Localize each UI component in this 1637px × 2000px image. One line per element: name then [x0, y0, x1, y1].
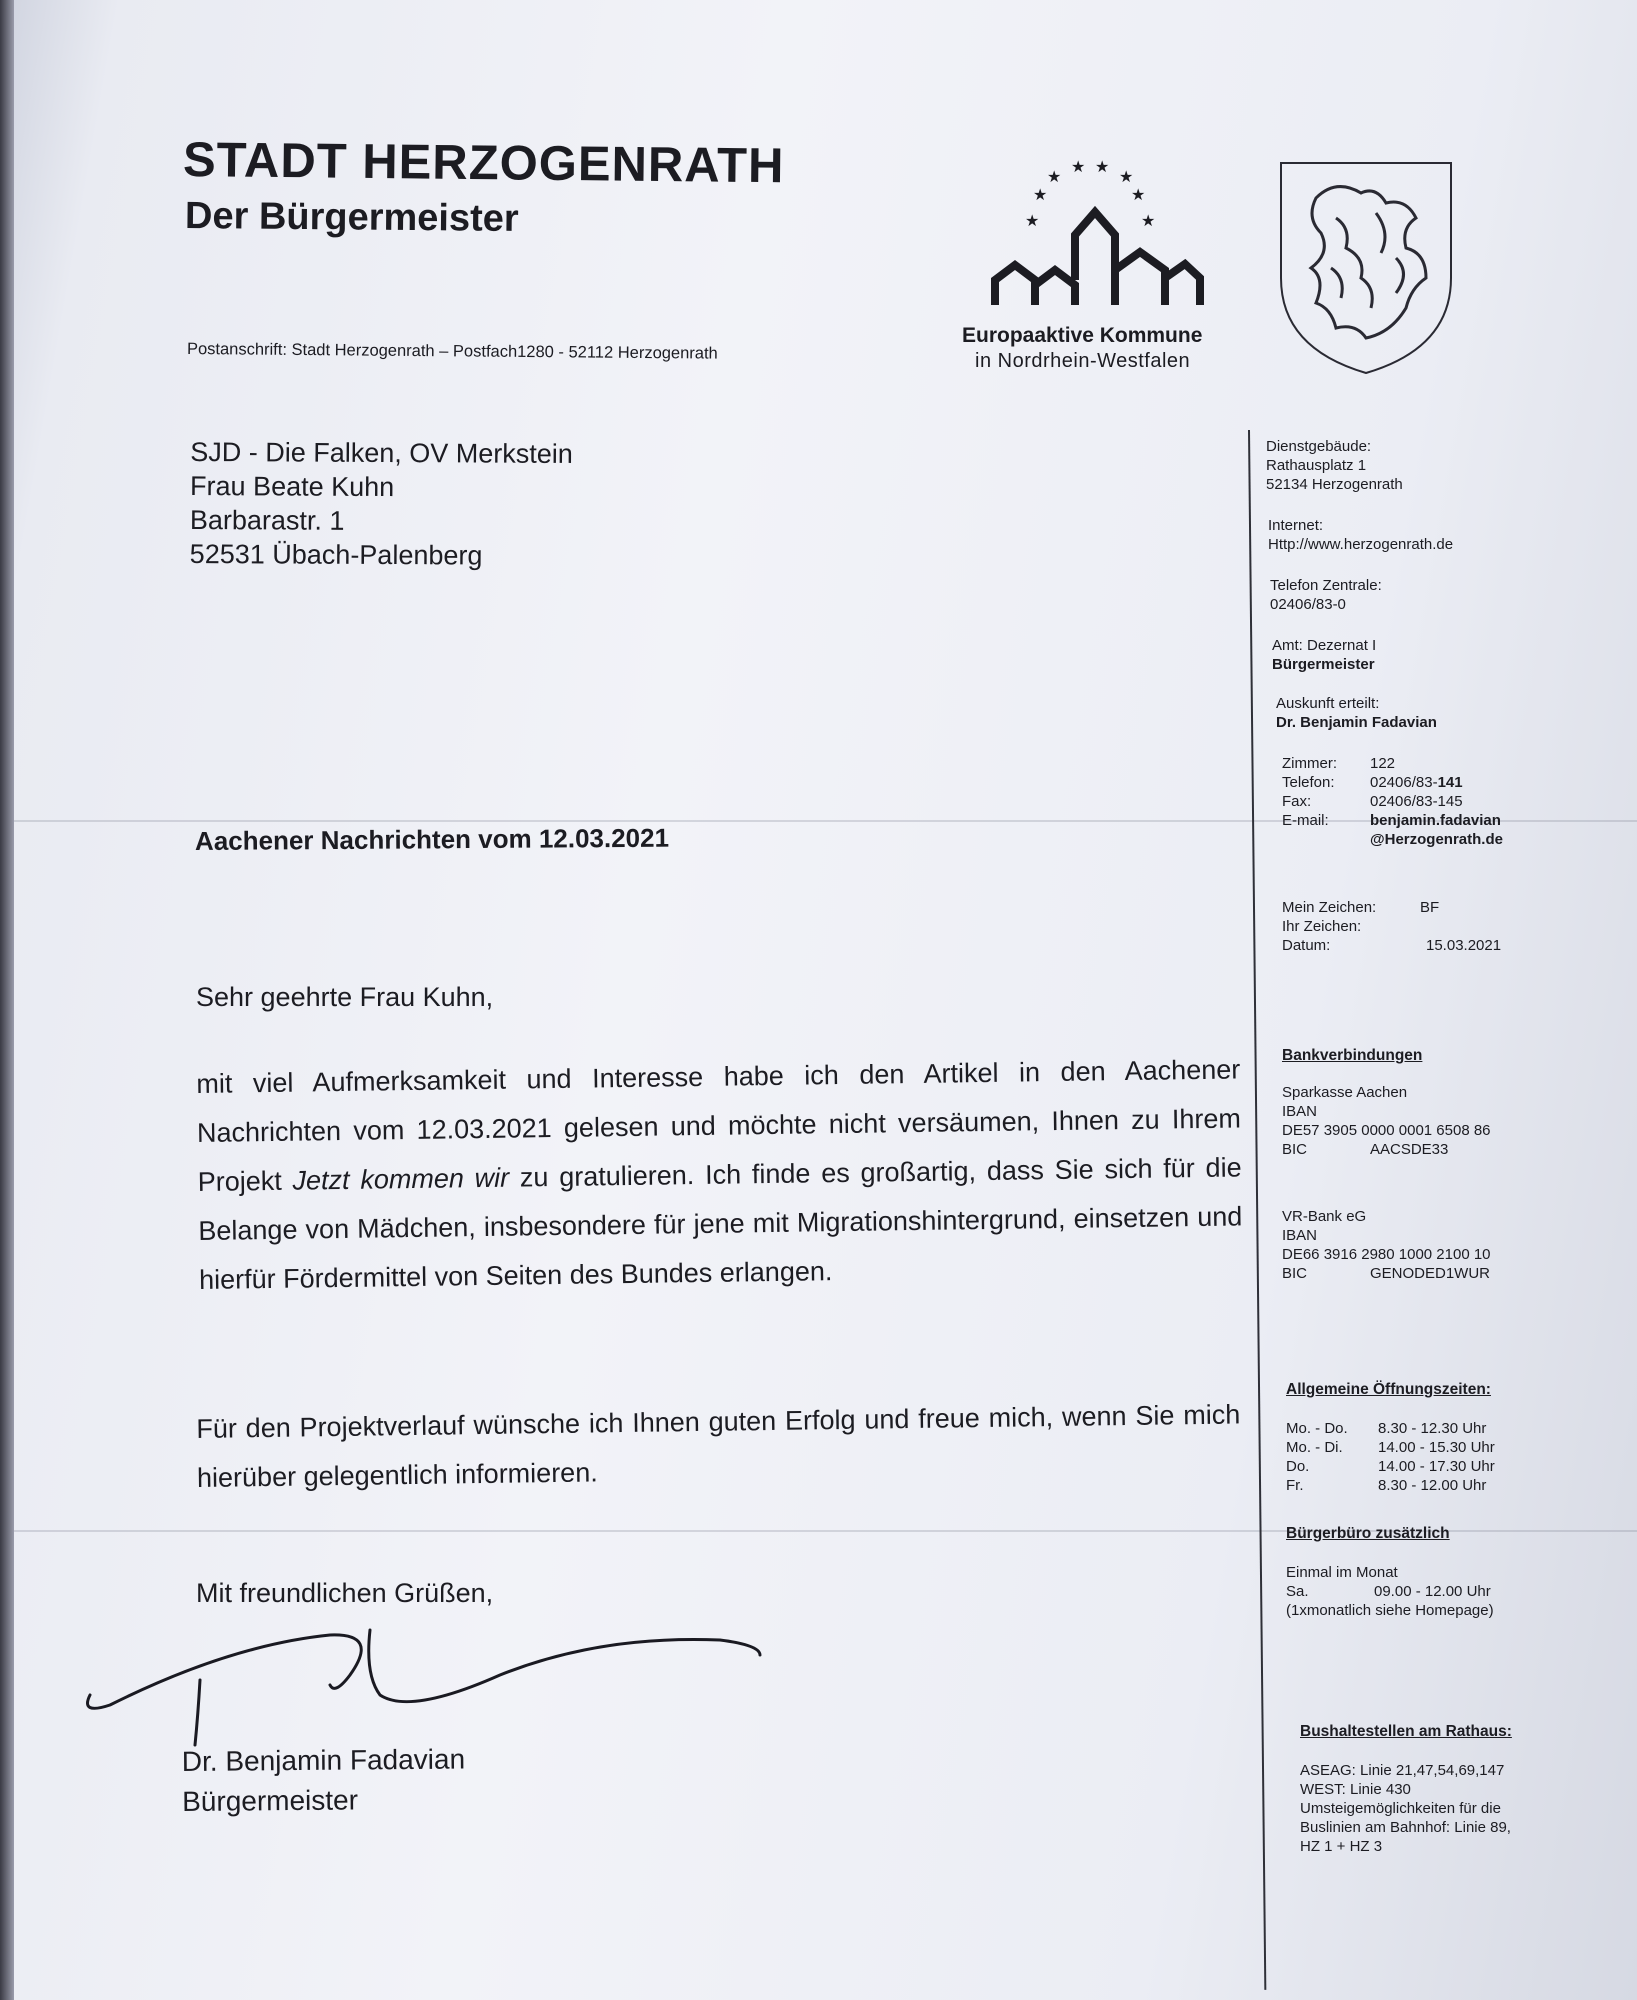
eu-logo-subcaption: in Nordrhein-Westfalen — [975, 350, 1191, 372]
svg-text:★: ★ — [1119, 167, 1134, 186]
project-name: Jetzt kommen wir — [292, 1162, 510, 1196]
recipient-address — [190, 435, 573, 573]
body-paragraph-2: Für den Projektverlauf wünsche ich Ihnen guten Erfolg und freue mich, wenn Sie mich hierüber gelegentlich informieren. — [196, 1399, 1241, 1493]
svg-text:★: ★ — [1025, 211, 1040, 230]
sidebar-value: 141 — [1437, 774, 1463, 791]
recipient-line: Frau Beate Kuhn — [190, 471, 395, 503]
bank-name: Sparkasse Aachen — [1282, 1084, 1408, 1101]
sidebar-heading: Bushaltestellen am Rathaus: — [1300, 1723, 1512, 1740]
sidebar-label: Zimmer: — [1282, 755, 1337, 772]
bus-info: ASEAG: Linie 21,47,54,69,147 — [1300, 1762, 1505, 1779]
sidebar-value: Dr. Benjamin Fadavian — [1276, 714, 1437, 731]
sidebar-label: BIC — [1282, 1265, 1308, 1282]
letterhead-city: STADT HERZOGENRATH — [182, 133, 785, 194]
sidebar-value: BF — [1420, 899, 1440, 916]
svg-text:★: ★ — [1095, 160, 1110, 176]
body-paragraph-1 — [196, 1045, 1243, 1305]
signer-block — [182, 1740, 466, 1822]
hours-time: 14.00 - 17.30 Uhr — [1378, 1458, 1495, 1475]
sidebar-citizen-office — [1286, 1524, 1494, 1620]
page-edge-shadow — [0, 0, 14, 2000]
sidebar-value: Bürgermeister — [1272, 656, 1375, 673]
sidebar-divider — [1248, 430, 1266, 1990]
sidebar-label: BIC — [1282, 1141, 1308, 1158]
sidebar-bus-stops — [1300, 1722, 1512, 1856]
hours-day: Do. — [1286, 1458, 1310, 1475]
sidebar-contact-details — [1282, 754, 1503, 849]
closing: Mit freundlichen Grüßen, — [196, 1578, 494, 1608]
sidebar-contact — [1276, 694, 1437, 732]
sidebar-phone-central — [1270, 576, 1382, 614]
sidebar-office — [1272, 636, 1376, 674]
letterhead-office: Der Bürgermeister — [184, 195, 519, 240]
svg-text:★: ★ — [1047, 167, 1062, 186]
sidebar-value: Rathausplatz 1 — [1266, 457, 1367, 474]
sidebar-value: 02406/83-0 — [1270, 596, 1346, 613]
email-link[interactable]: @Herzogenrath.de — [1370, 831, 1503, 848]
sidebar-label: IBAN — [1282, 1103, 1318, 1120]
sidebar-label: Amt: Dezernat I — [1272, 637, 1377, 654]
hours-time: 8.30 - 12.00 Uhr — [1378, 1477, 1487, 1494]
recipient-line: Barbarastr. 1 — [189, 504, 345, 536]
europaaktive-kommune-logo — [985, 160, 1205, 320]
sidebar-bank — [1282, 1046, 1491, 1283]
svg-text:★: ★ — [1141, 211, 1156, 230]
sidebar-value: 122 — [1370, 755, 1396, 772]
sidebar-label: Mein Zeichen: — [1282, 899, 1377, 916]
sidebar-opening-hours — [1286, 1380, 1495, 1495]
bank-bic: GENODED1WUR — [1370, 1265, 1491, 1282]
recipient-line: 52531 Übach-Palenberg — [189, 538, 483, 571]
bus-info: HZ 1 + HZ 3 — [1300, 1838, 1383, 1855]
bank-iban: DE57 3905 0000 0001 6508 86 — [1282, 1122, 1491, 1139]
sidebar-label: Ihr Zeichen: — [1282, 918, 1362, 935]
sidebar-label: Auskunft erteilt: — [1276, 695, 1380, 712]
email-link[interactable]: benjamin.fadavian — [1370, 812, 1501, 829]
hours-day: Sa. — [1286, 1583, 1309, 1600]
hours-day: Mo. - Di. — [1286, 1439, 1343, 1456]
sidebar-heading: Bürgerbüro zusätzlich — [1286, 1525, 1450, 1542]
sidebar-label: Telefon Zentrale: — [1270, 577, 1382, 594]
sidebar-label: Internet: — [1268, 517, 1324, 534]
sidebar-label: IBAN — [1282, 1227, 1318, 1244]
sidebar-building — [1266, 437, 1403, 494]
sidebar-label: Telefon: — [1282, 774, 1335, 791]
body-text: zu gratulieren. Ich finde es großartig, dass Sie sich für die Belange von Mädchen, insbesondere für jene mit Migrationshintergrund, einsetzen und hierfür Fördermittel von Seiten des Bundes erlangen. — [198, 1152, 1243, 1295]
recipient-line: SJD - Die Falken, OV Merkstein — [190, 437, 573, 470]
sidebar-references — [1282, 898, 1501, 955]
sidebar-heading: Allgemeine Öffnungszeiten: — [1286, 1381, 1491, 1398]
website-link[interactable]: Http://www.herzogenrath.de — [1268, 536, 1454, 553]
coat-of-arms-lion-icon — [1276, 158, 1456, 378]
sidebar-value: 02406/83-145 — [1370, 793, 1463, 810]
signer-name: Dr. Benjamin Fadavian — [181, 1743, 466, 1778]
sidebar-heading: Bankverbindungen — [1282, 1047, 1423, 1064]
bus-info: WEST: Linie 430 — [1300, 1781, 1411, 1798]
svg-text:★: ★ — [1131, 185, 1146, 204]
postal-address: Postanschrift: Stadt Herzogenrath – Postfach1280 - 52112 Herzogenrath — [186, 340, 718, 363]
sidebar-value: 02406/83- — [1370, 774, 1438, 791]
hours-day: Mo. - Do. — [1286, 1420, 1348, 1437]
signer-title: Bürgermeister — [182, 1784, 359, 1817]
hours-time: 09.00 - 12.00 Uhr — [1374, 1583, 1491, 1600]
sidebar-note: (1xmonatlich siehe Homepage) — [1286, 1602, 1494, 1619]
sidebar-label: Fax: — [1282, 793, 1312, 810]
sidebar-label: E-mail: — [1282, 812, 1329, 829]
salutation: Sehr geehrte Frau Kuhn, — [196, 982, 494, 1012]
eu-logo-caption: Europaaktive Kommune — [962, 324, 1203, 347]
letter-subject: Aachener Nachrichten vom 12.03.2021 — [194, 822, 670, 856]
bank-name: VR-Bank eG — [1282, 1208, 1367, 1225]
sidebar-label: Datum: — [1282, 937, 1331, 954]
bus-info: Buslinien am Bahnhof: Linie 89, — [1300, 1819, 1511, 1836]
sidebar-value: 52134 Herzogenrath — [1266, 476, 1403, 493]
bus-info: Umsteigemöglichkeiten für die — [1300, 1800, 1501, 1817]
letter-date: 15.03.2021 — [1426, 937, 1502, 954]
svg-text:★: ★ — [1071, 160, 1086, 176]
hours-time: 8.30 - 12.30 Uhr — [1378, 1420, 1487, 1437]
body-text: mit viel Aufmerksamkeit und Interesse habe ich den Artikel in den Aachener Nachrichten vom 12.03.2021 gelesen und möchte nicht versäumen, Ihnen zu Ihrem Projekt — [196, 1054, 1242, 1197]
hours-day: Fr. — [1286, 1477, 1304, 1494]
svg-text:★: ★ — [1033, 185, 1048, 204]
hours-time: 14.00 - 15.30 Uhr — [1378, 1439, 1495, 1456]
sidebar-internet — [1268, 516, 1453, 554]
sidebar-label: Dienstgebäude: — [1266, 438, 1372, 455]
bank-iban: DE66 3916 2980 1000 2100 10 — [1282, 1246, 1491, 1263]
sidebar-value: Einmal im Monat — [1286, 1564, 1398, 1581]
bank-bic: AACSDE33 — [1370, 1141, 1449, 1158]
